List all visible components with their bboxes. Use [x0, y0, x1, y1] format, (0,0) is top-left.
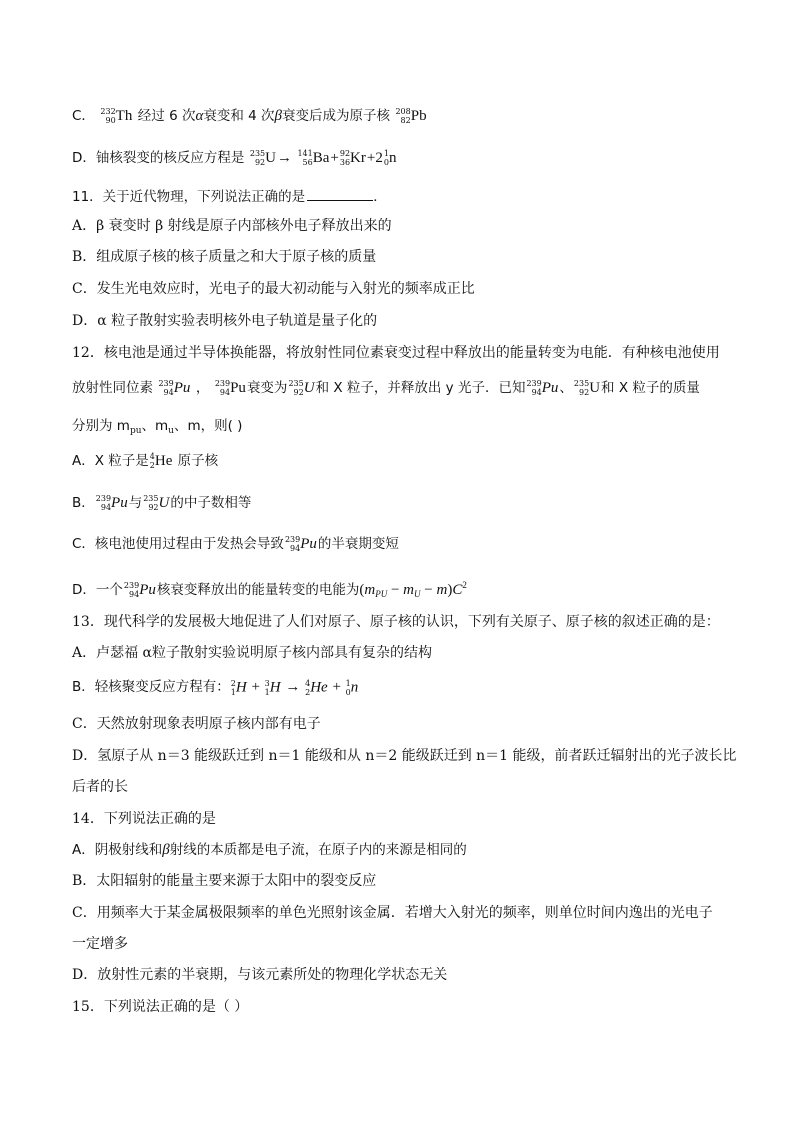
q12-stem-line1: 12．核电池是通过半导体换能器，将放射性同位素衰变过程中释放出的能量转变为电能．有种核电池使用 [72, 345, 720, 361]
nuclide-u: 235 92 U [249, 149, 276, 167]
q10-option-c: C． 232 90 Th 经过 6 次α衰变和 4 次β衰变后成为原子核 208 82 Pb [72, 107, 427, 125]
nuclide-ba: 141 56 Ba [297, 149, 330, 167]
q14-option-c-line2: 一定增多 [72, 936, 128, 952]
nuclide-pb: 208 82 Pb [395, 107, 427, 125]
nuclide-u: 235 92 U [573, 379, 601, 397]
q14-option-a: A．阴极射线和β射线的本质都是电子流，在原子内的来源是相同的 [72, 842, 467, 858]
nuclide-th: 232 90 Th [100, 107, 133, 125]
q11-option-d: D．α 粒子散射实验表明核外电子轨道是量子化的 [72, 313, 378, 329]
q11-option-c: C．发生光电效应时，光电子的最大初动能与入射光的频率成正比 [72, 281, 475, 297]
q14-option-c-line1: C．用频率大于某金属极限频率的单色光照射该金属．若增大入射光的频率，则单位时间内逸出的光电子 [72, 905, 713, 921]
q12-option-b: B． 239 94 Pu与 235 92 U的中子数相等 [72, 494, 252, 512]
q12-stem-line3: 分别为 $m_{pu}$、$m_u$、m，则( ) [72, 418, 243, 436]
q12-option-d: D．一个 239 94 Pu核衰变释放出的能量转变的电能为$(m_{PU} - m_U - m)C^2$ [72, 580, 467, 599]
nuclide-pu: 239 94 Pu [214, 379, 246, 397]
nuclide-pu: 239 94 Pu [284, 535, 317, 553]
q13-option-b: B．轻核聚变反应方程有： 2 1 H + 3 1 H → 4 2 He + 1 0 n [72, 678, 359, 697]
q12-option-c: C．核电池使用过程由于发热会导致 239 94 Pu的半衰期变短 [72, 535, 399, 553]
q14-option-d: D．放射性元素的半衰期，与该元素所处的物理化学状态无关 [72, 967, 448, 983]
q12-option-a: A．X 粒子是 4 2 He 原子核 [72, 452, 219, 470]
q15-stem: 15．下列说法正确的是（ ） [72, 999, 249, 1015]
nuclide-pu: 239 94 Pu [158, 379, 191, 397]
q13-option-a: A．卢瑟福 α粒子散射实验说明原子核内部具有复杂的结构 [72, 645, 433, 661]
q12-stem-line2: 放射性同位素 239 94 Pu ， 239 94 Pu衰变为 235 92 U和 X 粒子，并释放出 y 光子．已知 239 94 Pu、 235 92 U和 X 粒子的质量 [72, 379, 700, 397]
nuclide-pu: 239 94 Pu [123, 581, 156, 599]
q11-option-b: B．组成原子核的核子质量之和大于原子核的质量 [72, 249, 377, 265]
q14-stem: 14．下列说法正确的是 [72, 811, 216, 827]
q11-stem: 11．关于近代物理，下列说法正确的是 ． [72, 186, 722, 207]
nuclide-pu: 239 94 Pu [95, 494, 128, 512]
nuclide-n: 1 0 n [383, 149, 397, 167]
q13-stem: 13．现代科学的发展极大地促进了人们对原子、原子核的认识，下列有关原子、原子核的叙述正确的是： [72, 614, 720, 630]
q13-option-c: C．天然放射现象表明原子核内部有电子 [72, 716, 321, 732]
q11-option-a: A．β 衰变时 β 射线是原子内部核外电子释放出来的 [72, 218, 392, 234]
nuclide-u: 235 92 U [143, 494, 170, 512]
nuclide-kr: 92 36 Kr [339, 149, 366, 167]
answer-blank [307, 186, 373, 201]
q10-option-d: D．铀核裂变的核反应方程是 235 92 U→ 141 56 Ba+ 92 36 Kr+2 1 0 n [72, 149, 397, 167]
q14-option-b: B．太阳辐射的能量主要来源于太阳中的裂变反应 [72, 873, 377, 889]
fusion-equation: 2 1 H + 3 1 H → 4 2 He + 1 0 n [230, 678, 359, 697]
energy-formula: $(m_{PU} - m_U - m)C^2$ [359, 580, 467, 599]
nuclide-pu: 239 94 Pu [526, 379, 559, 397]
q13-option-d-line1: D．氢原子从 n＝3 能级跃迁到 n＝1 能级和从 n＝2 能级跃迁到 n＝1 能级，前者跃迁辐射出的光子波长比 [72, 748, 737, 764]
nuclide-u: 235 92 U [288, 379, 315, 397]
nuclide-he: 4 2 He [149, 452, 173, 470]
q13-option-d-line2: 后者的长 [72, 779, 128, 795]
